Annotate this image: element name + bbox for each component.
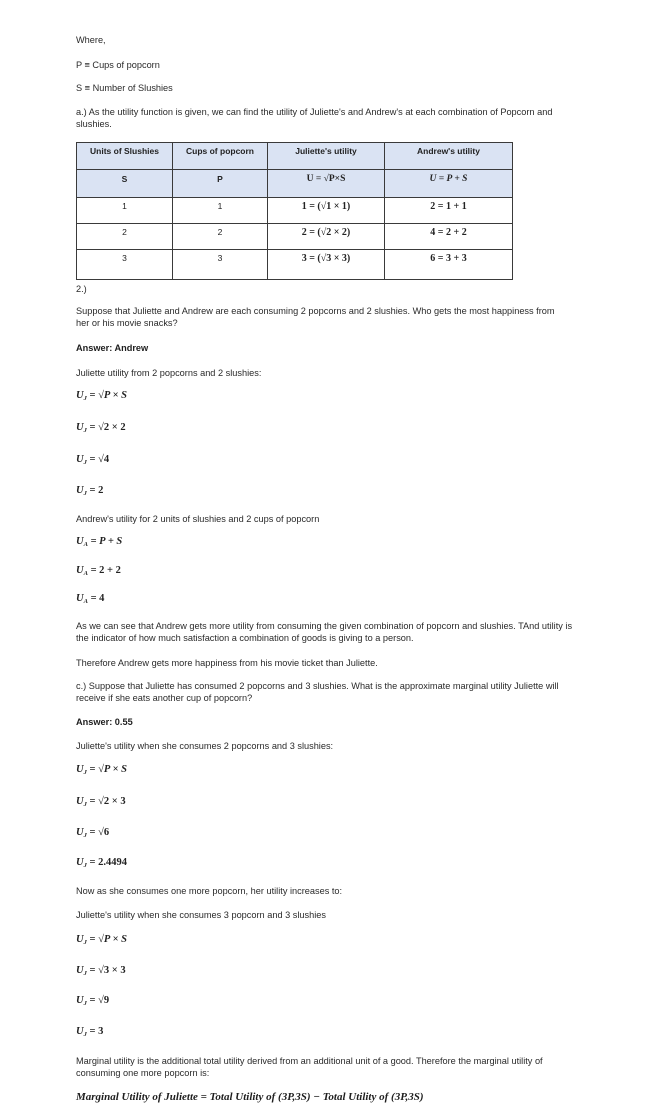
cell-andrew-utility: 4 = 2 + 2	[385, 224, 513, 250]
cell-popcorn: 3	[173, 250, 268, 280]
equation-andrew: $U_A = 2 + 2$	[76, 565, 121, 577]
cell-andrew-utility: 2 = 1 + 1	[385, 198, 513, 224]
conclusion-statement: Therefore Andrew gets more happiness from his movie ticket than Juliette.	[76, 658, 378, 668]
subheader-s: S	[77, 170, 173, 198]
cell-juliette-utility: 3 = (√3 × 3)	[268, 250, 385, 280]
equation-juliette: $U_J = √3 \times 3$	[76, 965, 126, 977]
equation-juliette: $U_J = √P \times S$	[76, 390, 127, 402]
juliette-intro-3: Juliette's utility when she consumes 3 popcorn and 3 slushies	[76, 910, 326, 920]
juliette-intro-2: Juliette's utility when she consumes 2 popcorns and 3 slushies:	[76, 741, 334, 751]
juliette-intro-1: Juliette utility from 2 popcorns and 2 slushies:	[76, 368, 262, 378]
part-c-question: c.) Suppose that Juliette has consumed 2 popcorns and 3 slushies. What is the approximate marginal utility Juliette will receive if she eats another cup of popcorn?	[76, 681, 559, 703]
table-subheader-row	[77, 170, 513, 198]
equation-juliette: $U_J = √9$	[76, 995, 110, 1007]
equation-juliette: $U_J = √2 \times 2$	[76, 422, 126, 434]
equation-juliette: $U_J = √6$	[76, 827, 110, 839]
conclusion-paragraph: As we can see that Andrew gets more utility from consuming the given combination of popcorn and slushies. TAnd utility is the indicator of how much satisfaction a combination of goods is giving to a person.	[76, 621, 573, 643]
equation-juliette: $U_J = √P \times S$	[76, 934, 127, 946]
part-2-question: Suppose that Juliette and Andrew are each consuming 2 popcorns and 2 slushies. Who gets the most happiness from her or his movie snacks?	[76, 306, 555, 328]
where-label: Where,	[76, 35, 106, 45]
cell-juliette-utility: 1 = (√1 × 1)	[268, 198, 385, 224]
cell-juliette-utility: 2 = (√2 × 2)	[268, 224, 385, 250]
andrew-intro: Andrew's utility for 2 units of slushies and 2 cups of popcorn	[76, 514, 320, 524]
equation-juliette: $U_J = √2 \times 3$	[76, 796, 126, 808]
equation-juliette: $U_J = 2.4494$	[76, 857, 127, 869]
utility-table	[76, 142, 513, 280]
equation-andrew: $U_A = P + S$	[76, 536, 123, 548]
cell-popcorn: 1	[173, 198, 268, 224]
equation-juliette: $U_J = 2$	[76, 485, 104, 497]
cell-slushies: 2	[77, 224, 173, 250]
cell-slushies: 1	[77, 198, 173, 224]
table-header-row	[77, 143, 513, 170]
subheader-p: P	[173, 170, 268, 198]
header-units-slushies: Units of Slushies	[77, 143, 173, 170]
part-c-answer: Answer: 0.55	[76, 717, 133, 727]
part-2-label: 2.)	[76, 284, 87, 294]
table-row	[77, 198, 513, 224]
subheader-andrew-formula: U = P + S	[385, 170, 513, 198]
equation-juliette: $U_J = √P \times S$	[76, 764, 127, 776]
equation-juliette: $U_J = √4$	[76, 454, 110, 466]
part-2-answer: Answer: Andrew	[76, 343, 149, 353]
header-cups-popcorn: Cups of popcorn	[173, 143, 268, 170]
marginal-utility-definition: Marginal utility is the additional total utility derived from an additional unit of a good. Therefore the marginal utility of consuming one more popcorn is:	[76, 1056, 543, 1078]
transition-text: Now as she consumes one more popcorn, her utility increases to:	[76, 886, 343, 896]
final-formula: Marginal Utility of Juliette = Total Utility of (3P,3S) − Total Utility of (3P,3S)	[76, 1091, 424, 1103]
part-a-text: a.) As the utility function is given, we can find the utility of Juliette's and Andrew's at each combination of Popcorn and slushies.	[76, 107, 553, 129]
equation-juliette: $U_J = 3$	[76, 1026, 104, 1038]
table-row	[77, 224, 513, 250]
header-andrew-utility: Andrew's utility	[385, 143, 513, 170]
header-juliette-utility: Juliette's utility	[268, 143, 385, 170]
cell-andrew-utility: 6 = 3 + 3	[385, 250, 513, 280]
cell-popcorn: 2	[173, 224, 268, 250]
equation-andrew: $U_A = 4$	[76, 593, 105, 605]
table-row	[77, 250, 513, 280]
cell-slushies: 3	[77, 250, 173, 280]
p-definition: P ≡ Cups of popcorn	[76, 60, 160, 70]
s-definition: S ≡ Number of Slushies	[76, 83, 173, 93]
subheader-juliette-formula: U = √P×S	[268, 170, 385, 198]
